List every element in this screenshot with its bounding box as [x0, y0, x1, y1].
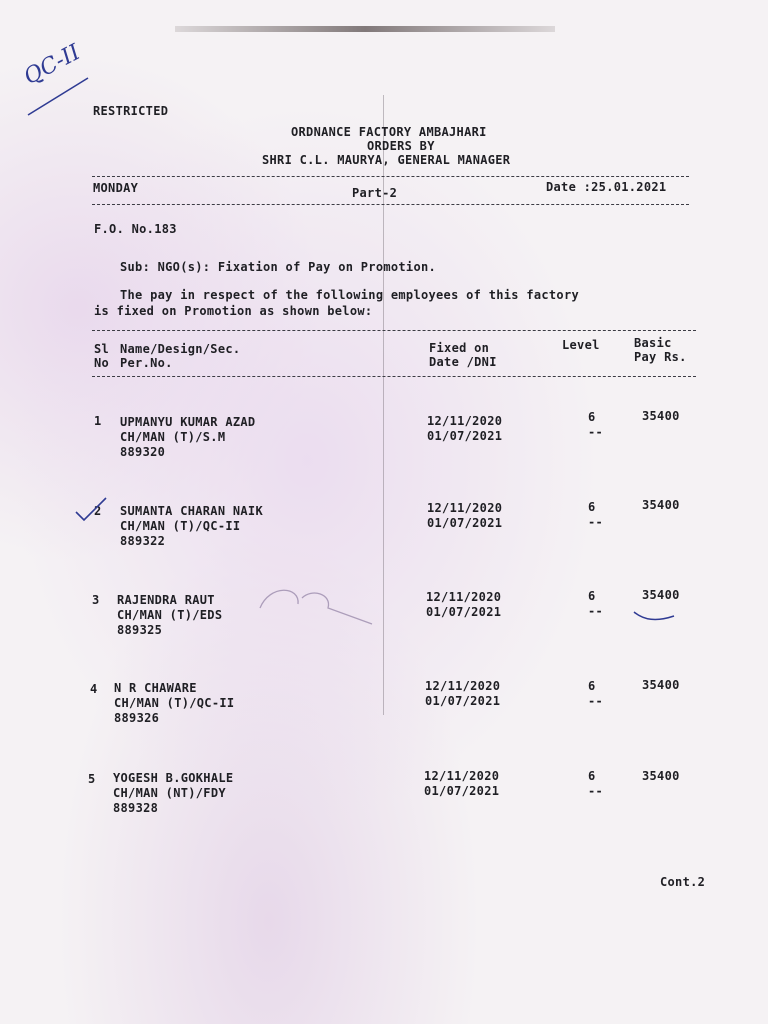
pen-squiggle — [630, 606, 680, 626]
organization-title: ORDNANCE FACTORY AMBAJHARI — [291, 125, 487, 139]
employee-name: SUMANTA CHARAN NAIK — [120, 504, 263, 518]
basic-pay: 35400 — [642, 409, 680, 423]
employee-designation: CH/MAN (T)/EDS — [117, 608, 223, 622]
header-basic: Basic — [634, 336, 672, 350]
basic-pay: 35400 — [642, 769, 680, 783]
pay-level: 6 — [588, 500, 596, 514]
header-divider-top — [92, 176, 689, 177]
intro-line-2: is fixed on Promotion as shown below: — [94, 304, 373, 318]
employee-per-no: 889325 — [117, 623, 163, 637]
employee-designation: CH/MAN (NT)/FDY — [113, 786, 226, 800]
employee-per-no: 889320 — [120, 445, 166, 459]
header-date-dni: Date /DNI — [429, 355, 497, 369]
fixed-on-date: 12/11/2020 — [427, 414, 503, 428]
row-sl: 4 — [90, 682, 98, 696]
pay-level: 6 — [588, 589, 596, 603]
employee-per-no: 889322 — [120, 534, 166, 548]
fixed-on-date: 12/11/2020 — [425, 679, 501, 693]
orders-by-line: ORDERS BY — [367, 139, 435, 153]
header-sl: Sl — [94, 342, 110, 356]
fixed-on-date: 12/11/2020 — [426, 590, 502, 604]
dni-date: 01/07/2021 — [424, 784, 500, 798]
row-sl: 5 — [88, 772, 96, 786]
employee-per-no: 889326 — [114, 711, 160, 725]
subject-line: Sub: NGO(s): Fixation of Pay on Promotion. — [120, 260, 437, 274]
employee-name: YOGESH B.GOKHALE — [113, 771, 234, 785]
scan-edge-strip — [175, 26, 555, 32]
fixed-on-date: 12/11/2020 — [427, 501, 503, 515]
level-dni: -- — [588, 425, 604, 439]
header-per-no: Per.No. — [120, 356, 173, 370]
day-label: MONDAY — [93, 181, 139, 195]
header-fixed-on: Fixed on — [429, 341, 490, 355]
table-divider-bottom — [92, 376, 696, 377]
header-no: No — [94, 356, 110, 370]
tick-mark — [72, 494, 112, 524]
table-divider-top — [92, 330, 696, 331]
order-date: Date :25.01.2021 — [546, 180, 667, 194]
fixed-on-date: 12/11/2020 — [424, 769, 500, 783]
basic-pay: 35400 — [642, 498, 680, 512]
pay-level: 6 — [588, 769, 596, 783]
employee-per-no: 889328 — [113, 801, 159, 815]
header-divider-bottom — [92, 204, 689, 205]
pay-level: 6 — [588, 679, 596, 693]
issuer-line: SHRI C.L. MAURYA, GENERAL MANAGER — [262, 153, 511, 167]
employee-name: RAJENDRA RAUT — [117, 593, 215, 607]
margin-note: QC-II — [20, 39, 85, 91]
level-dni: -- — [588, 604, 604, 618]
level-dni: -- — [588, 784, 604, 798]
intro-line-1: The pay in respect of the following employees of this factory — [120, 288, 580, 302]
classification-label: RESTRICTED — [93, 104, 169, 118]
pay-level: 6 — [588, 410, 596, 424]
order-number: F.O. No.183 — [94, 222, 177, 236]
row-sl: 1 — [94, 414, 102, 428]
row-sl: 2 — [94, 504, 102, 518]
level-dni: -- — [588, 694, 604, 708]
header-name: Name/Design/Sec. — [120, 342, 241, 356]
pen-scribble — [240, 578, 380, 628]
employee-designation: CH/MAN (T)/QC-II — [114, 696, 235, 710]
part-label: Part-2 — [352, 186, 398, 200]
header-level: Level — [562, 338, 600, 352]
employee-name: N R CHAWARE — [114, 681, 197, 695]
basic-pay: 35400 — [642, 588, 680, 602]
header-pay-rs: Pay Rs. — [634, 350, 687, 364]
dni-date: 01/07/2021 — [427, 516, 503, 530]
dni-date: 01/07/2021 — [425, 694, 501, 708]
dni-date: 01/07/2021 — [426, 605, 502, 619]
employee-designation: CH/MAN (T)/QC-II — [120, 519, 241, 533]
basic-pay: 35400 — [642, 678, 680, 692]
dni-date: 01/07/2021 — [427, 429, 503, 443]
margin-note-underline — [22, 60, 92, 120]
employee-name: UPMANYU KUMAR AZAD — [120, 415, 256, 429]
employee-designation: CH/MAN (T)/S.M — [120, 430, 226, 444]
level-dni: -- — [588, 515, 604, 529]
row-sl: 3 — [92, 593, 100, 607]
continuation-label: Cont.2 — [660, 875, 706, 889]
